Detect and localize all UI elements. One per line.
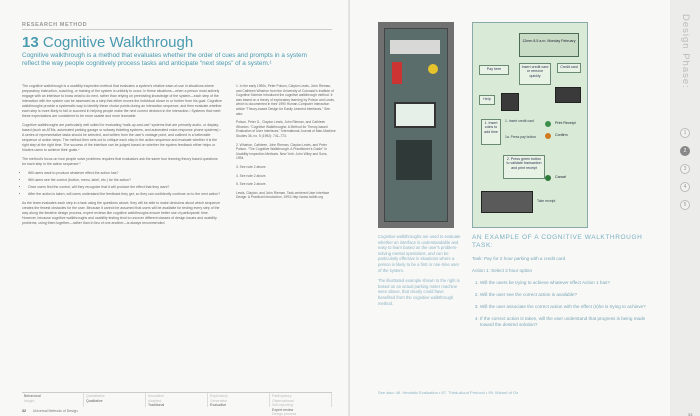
body-paragraph: The cognitive walkthrough is a usability inspection method that evaluates a system’s relative ease-of-use in situations where preparatory instruction, coaching, or training of the system is unlikely to occur. In these situations—when a person must actively engage with an interface to know what to do next, rather than relying on preexisting knowledge of the system—each step of the interaction with the system can be assessed as a step that either moves the individual closer to or further from his goal. Cognitive walkthroughs provide a systematic way to identify these choice points during an interaction sequence, and then evaluate whether each step is more likely to fail or succeed in helping people make the next correct decision in the interaction.² Systems that meet these expectations are considered to be more usable and more learnable. [22, 84, 222, 118]
notes-column [236, 84, 336, 204]
diagram-take-receipt: Take receipt [537, 199, 556, 203]
task-step: 2. Will the user see the correct action is available? [480, 292, 656, 298]
body-paragraph: The method’s focus on how people solve problems requires that evaluators ask the same four learning theory based questions for each step in the action sequence:⁵ [22, 157, 218, 166]
footnote: 3. See note 2 above. [236, 164, 267, 169]
phase-dot: 1 [680, 128, 690, 138]
ribbon-term: Expert review [272, 407, 294, 412]
right-page [350, 0, 700, 416]
phase-dot: 4 [680, 182, 690, 192]
task-step: 4. If the correct action is taken, will the user understand that progress is being made toward the desired solution? [480, 316, 656, 328]
diagram-cancel: Cancel [555, 175, 567, 179]
print-receipt-button-icon [545, 121, 551, 127]
task-goal: Task: Pay for 2 hour parking with a credit card [472, 256, 566, 261]
ribbon-cell [270, 393, 332, 416]
chapter-title [22, 34, 193, 51]
ribbon-cell [22, 393, 84, 407]
ribbon-cell [84, 393, 146, 407]
body-column [22, 84, 222, 230]
ribbon-term: Innovative [148, 394, 164, 398]
task-step: 1. Will the users be trying to achieve whatever effect Action 1 has? [480, 280, 656, 286]
meter-diagram [472, 22, 588, 228]
diagram-receipt-tray [481, 191, 533, 213]
photo-caption [378, 234, 462, 311]
diagram-insert-card: Insert credit card or remove quickly [519, 63, 551, 85]
see-also: See also: 46. Heuristic Evaluation • 87. Think-aloud Protocol • 99. Wizard of Oz [378, 390, 519, 395]
parking-meter-photo [378, 22, 454, 228]
caption-paragraph: The illustrated example shown to the right is based on an actual parking meter machine seen above, that clearly could have benefited from the cognitive walkthrough method. [378, 278, 460, 306]
chapter-number: 13 [22, 34, 39, 51]
question-item: • After the action is taken, will users understand the feedback they get, so they can confidently continue on to the next action? [28, 192, 222, 197]
ribbon-term: Generative [210, 398, 228, 403]
phase-dot: 2 [680, 146, 690, 156]
meter-yellow-button [428, 64, 438, 74]
diagram-step-1: 1. Insert coins to add time [481, 119, 501, 145]
ribbon-term: Adapted [148, 398, 162, 403]
phase-dot: 5 [680, 200, 690, 210]
task-action: Action 1: Select 2 hour option [472, 268, 533, 273]
ribbon-term: Qualitative [86, 398, 103, 403]
design-phase-label: Design Phase: [680, 14, 691, 89]
ribbon-term: Behavioral [24, 394, 41, 398]
left-page-number: 32 [22, 409, 26, 413]
ribbon-term: Observational [272, 398, 294, 403]
ribbon-term: Exploratory [210, 394, 228, 398]
question-list [28, 171, 222, 197]
ribbon-term: Evaluative [210, 403, 227, 407]
task-step: 3. Will the user associate the correct action with the effect (s)he is trying to achieve? [480, 304, 656, 310]
ribbon-term: Self-reporting [272, 403, 294, 407]
diagram-confirm: Confirm [555, 133, 568, 137]
phase-indicator [680, 128, 694, 218]
meter-header [390, 40, 440, 54]
caption-paragraph: Cognitive walkthroughs are used to evaluate whether an interface is understandable and easy to learn based on the user’s problem-solving mental operations, and can be particularly effective in situations where a person is likely to be a first or one-time user of the system. [378, 234, 461, 273]
confirm-button-icon [545, 133, 551, 139]
chapter-subtitle: Cognitive walkthrough is a method that evaluates whether the order of cues and prompts in a system reflect the way people cognitively process tasks and anticipate “next steps” of a system.¹ [22, 52, 307, 67]
diagram-coin-slot [501, 93, 519, 111]
question-item: • Once users find the control, will they recognize that it will produce the effect that they want? [28, 185, 222, 190]
footnote: Polson, Peter G., Clayton Lewis, John Rieman, and Cathleen Wharton. “Cognitive Walkthroughs: A Method for Theory-based Evaluation of User Interfaces.” International Journal of Man-Machine Studies 36, no. 5 (1992): 741–773. [236, 120, 336, 138]
diagram-print-receipt: Print Receipt [555, 121, 576, 125]
meter-keypad [396, 140, 432, 180]
footnote: 2. Wharton, Cathleen, John Rieman, Clayton Lewis, and Peter Polson. “The Cognitive Walkthrough: A Practitioner’s Guide” in Usability Inspection Methods. New York: John Wiley and Sons, 1994. [236, 142, 328, 161]
diagram-help: Help [479, 95, 495, 105]
section-rule [22, 29, 332, 30]
chapter-title-text: Cognitive Walkthrough [42, 34, 194, 51]
diagram-credit-card: Credit card [557, 63, 581, 73]
ribbon-term: Traditional [148, 403, 165, 407]
meter-display [394, 102, 436, 128]
diagram-step-1c: 1a. Press pay button [505, 135, 537, 139]
diagram-screen-text: 12mm 8.5 a.m. Monday February [522, 39, 576, 43]
ribbon-cell [208, 393, 270, 407]
task-steps [480, 280, 656, 328]
ribbon-term: Participatory [272, 394, 292, 398]
question-item: • Will users want to produce whatever effect the action has? [28, 171, 222, 176]
book-title: Universal Methods of Design [32, 409, 78, 413]
ribbon-term: Design process [272, 412, 297, 416]
cancel-button-icon [545, 175, 551, 181]
question-item: • Will users see the control (button, menu, label, etc.) for the action? [28, 178, 222, 183]
diagram-card-reader [555, 87, 581, 103]
diagram-screen [519, 33, 579, 57]
walkthrough-task [472, 234, 656, 334]
diagram-step-1b: 1. Insert credit card [505, 119, 535, 123]
footnote: 1. In the early 1990s, Peter Polson, Clayton Lewis, John Rieman, and Cathleen Wharton from the University of Colorado’s Institute of Cognitive Science introduced the cognitive walkthrough method. It was based on a theory of exploratory learning by Polson and Lewis, which is documented in their 1990 Human-Computer Interaction article “Theory-based Design for Easily Learned Interfaces.” See also: [236, 84, 335, 116]
ribbon-cell [146, 393, 208, 407]
diagram-pay-here: Pay here [479, 65, 509, 75]
footnote: 4. See note 2 above. [236, 173, 267, 178]
footnote: Lewis, Clayton, and John Rieman. Task-centered User Interface Design: A Practical Introduction, 1993; http://www.hcibib.org [236, 190, 330, 200]
ribbon-term: Insight [24, 398, 35, 403]
left-footer [22, 409, 78, 413]
body-paragraph: As the team evaluates each step in a task using the questions above, they will be able to make decisions about which sequence creates the fewest obstacles for the user. Because it cannot be assumed that users will be available for testing every step of the way along the iterative design process, expert reviews like cognitive walkthroughs ensure better use of participants’ time. However, because cognitive walkthroughs and usability testing tend to uncover different classes of design issues and usability problems, using them together—rather than in lieu of one another—is always recommended. [22, 201, 221, 225]
diagram-step-2: 2. Press green button to validate transaction and print receipt [503, 155, 545, 179]
ribbon-term: Quantitative [86, 394, 105, 398]
meter-slot [392, 62, 402, 84]
footnote: 5. See note 2 above. [236, 182, 267, 187]
phase-dot: 3 [680, 164, 690, 174]
task-title: AN EXAMPLE OF A COGNITIVE WALKTHROUGH TASK: [472, 234, 643, 249]
right-page-number: 33 [688, 412, 693, 416]
section-label: RESEARCH METHOD [22, 22, 88, 28]
body-paragraph: Cognitive walkthroughs are particularly well suited for evaluating “walk-up-and-use” systems that are primarily audio- or display-based (such as ATMs, automated parking garage or subway ticketing systems, and automated voice-response phone systems).³ A series of representative tasks should be selected, and written from the user’s vantage point, and outlined in a believable sequence of action steps. The method then sets out to critique each step in the action sequence and evaluate whether it is the right step at the right time. The success of the interface can be judged based on whether the system feedback either helps or hinders users to achieve their goals.⁴ [22, 123, 221, 152]
